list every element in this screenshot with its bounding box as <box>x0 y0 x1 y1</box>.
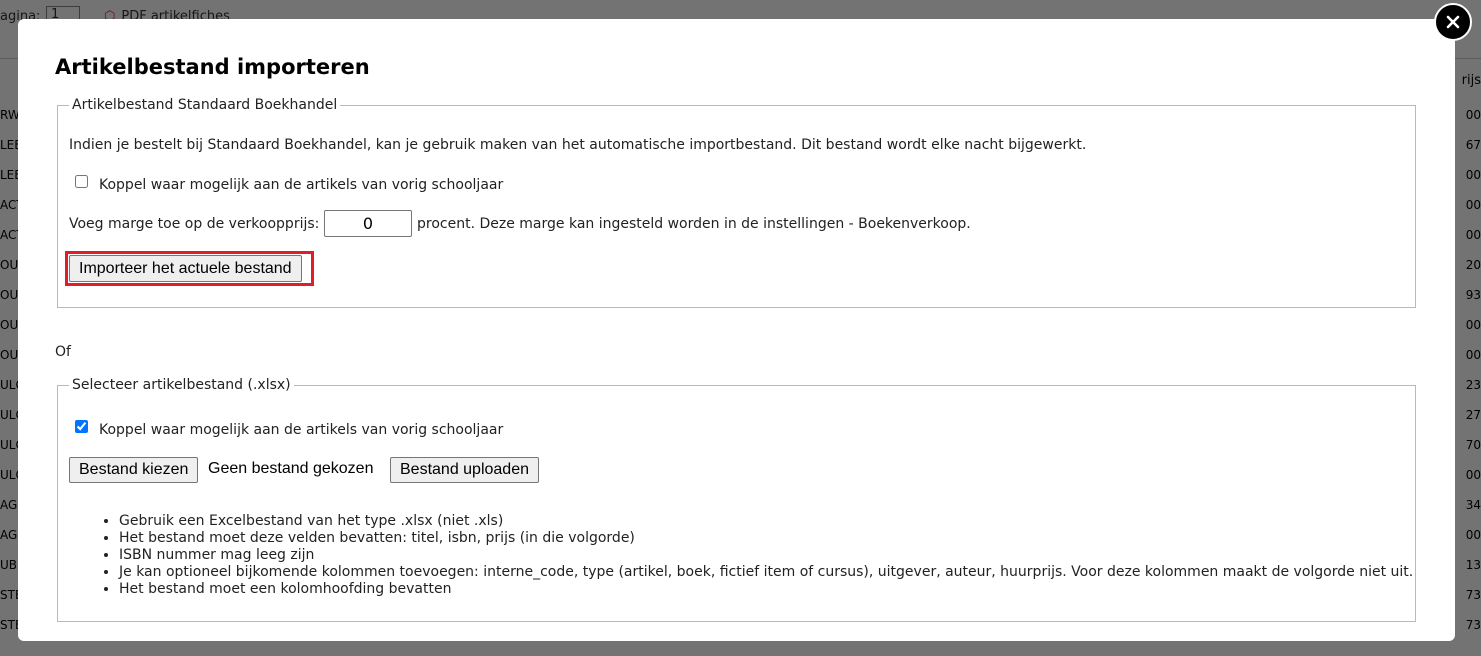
fieldset-legend: Selecteer artikelbestand (.xlsx) <box>72 377 291 393</box>
margin-suffix-text: procent. Deze marge kan ingesteld worden in de instellingen - Boekenverkoop. <box>417 216 971 232</box>
import-current-file-button[interactable]: Importeer het actuele bestand <box>69 255 302 282</box>
link-previous-year-label: Koppel waar mogelijk aan de artikels van vorig schooljaar <box>99 177 504 193</box>
close-icon[interactable] <box>1434 3 1472 41</box>
link-previous-year-checkbox-upload[interactable] <box>75 420 88 433</box>
list-item: • Het bestand moet een kolomhoofding bevatten <box>119 581 1413 598</box>
close-icon-glyph <box>1446 15 1460 29</box>
list-item: • Je kan optioneel bijkomende kolommen toevoegen: interne_code, type (artikel, boek, fictief item of cursus), uitgever, auteur, huurprijs. Voor deze kolommen maakt de volgorde niet uit. <box>119 564 1413 581</box>
standaard-intro-text: Indien je bestelt bij Standaard Boekhandel, kan je gebruik maken van het automatische importbestand. Dit bestand wordt elke nacht bijgewerkt. <box>69 137 1087 153</box>
link-previous-year-label-upload: Koppel waar mogelijk aan de artikels van vorig schooljaar <box>99 422 504 438</box>
list-item: • Het bestand moet deze velden bevatten: titel, isbn, prijs (in die volgorde) <box>119 530 1413 547</box>
fieldset-legend: Artikelbestand Standaard Boekhandel <box>72 97 338 113</box>
no-file-chosen-text: Geen bestand gekozen <box>208 460 374 477</box>
list-item: • Gebruik een Excelbestand van het type .xlsx (niet .xls) <box>119 513 1413 530</box>
margin-label: Voeg marge toe op de verkoopprijs: <box>69 216 320 232</box>
list-item: • ISBN nummer mag leeg zijn <box>119 547 1413 564</box>
modal-title: Artikelbestand importeren <box>55 55 370 79</box>
upload-file-button[interactable]: Bestand uploaden <box>390 457 539 483</box>
choose-file-button[interactable]: Bestand kiezen <box>69 457 198 483</box>
import-modal <box>18 19 1455 641</box>
link-previous-year-checkbox[interactable] <box>75 175 88 188</box>
upload-rules-list <box>79 513 1413 598</box>
margin-input[interactable] <box>324 210 412 237</box>
or-separator: Of <box>55 344 71 360</box>
